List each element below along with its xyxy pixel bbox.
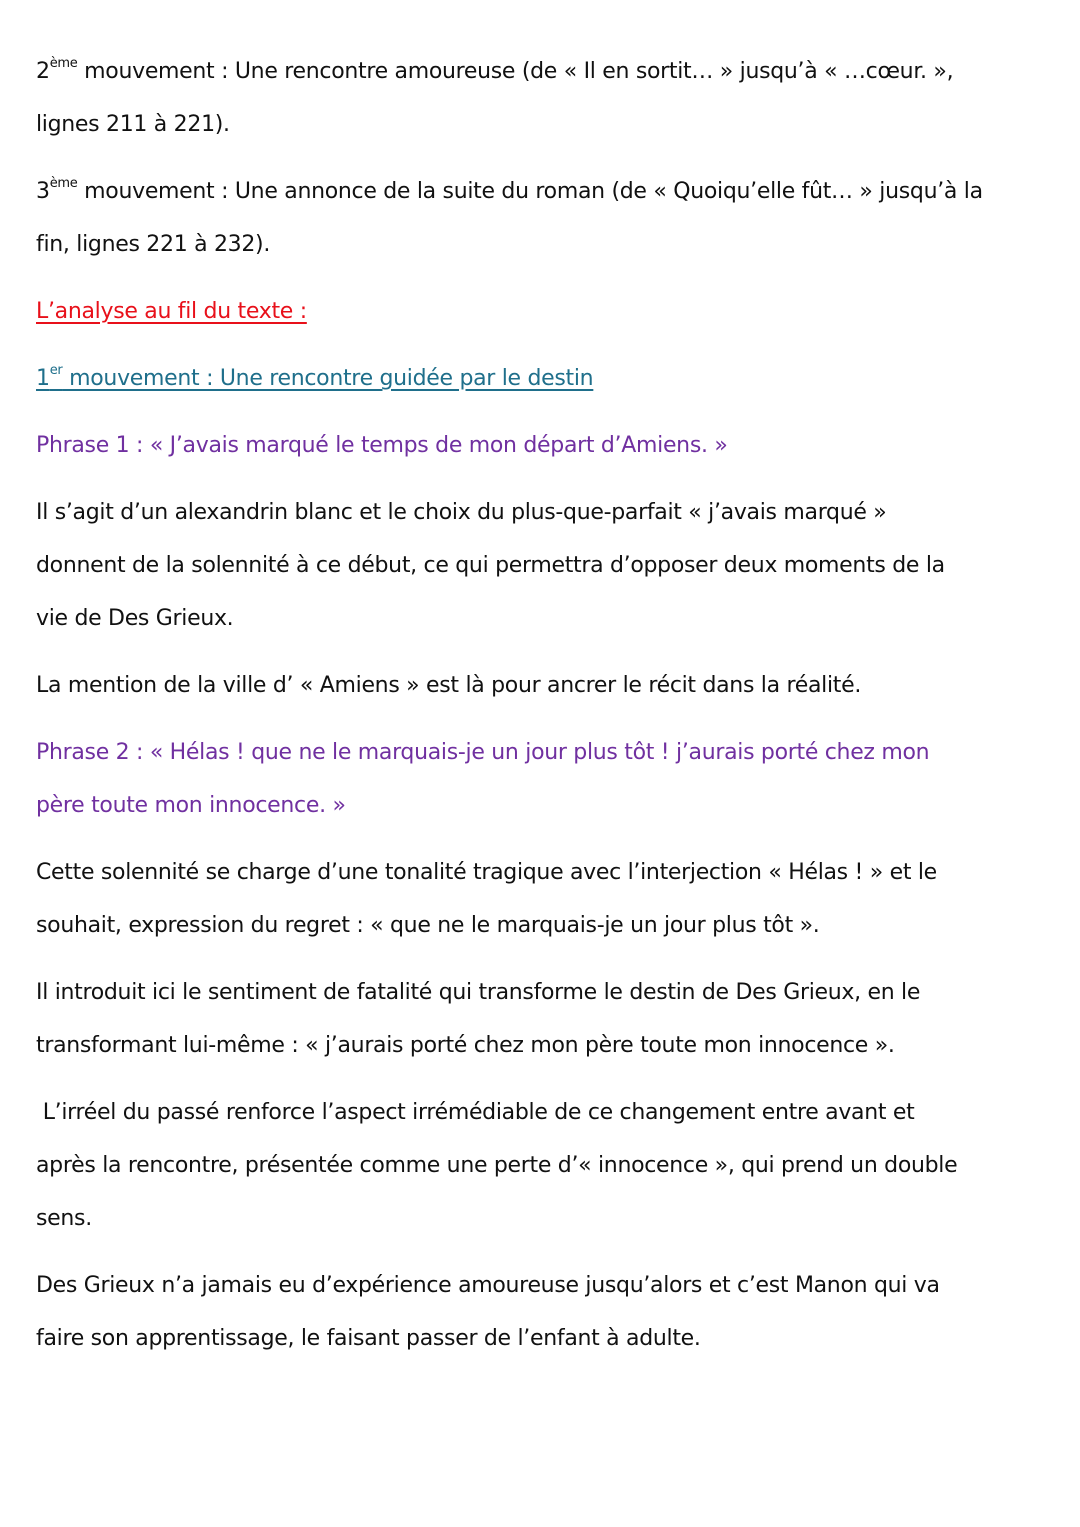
superscript: ème — [49, 175, 78, 191]
analysis-paragraphs — [36, 419, 1056, 1365]
text: mouvement : Une rencontre guidée par le destin — [62, 366, 594, 391]
superscript: er — [49, 362, 63, 378]
analysis-paragraph — [36, 486, 1056, 645]
text-line: père toute mon innocence. » — [36, 793, 346, 818]
analysis-paragraph — [36, 846, 1056, 952]
movement-2-summary — [36, 45, 1056, 151]
text-line: La mention de la ville d’ « Amiens » est là pour ancrer le récit dans la réalité. — [36, 673, 862, 698]
quote-sentence — [36, 726, 1056, 832]
movement-1-heading-text — [36, 362, 594, 391]
movement-3-summary — [36, 165, 1056, 271]
text: mouvement : Une rencontre amoureuse (de « Il en sortit… » jusqu’à « …cœur. », — [77, 59, 954, 84]
text-line: lignes 211 à 221). — [36, 112, 230, 137]
text-line — [36, 165, 1056, 218]
number: 2 — [36, 59, 50, 84]
analysis-paragraph — [36, 966, 1056, 1072]
text-line: Phrase 1 : « J’avais marqué le temps de mon départ d’Amiens. » — [36, 433, 728, 458]
text-line: souhait, expression du regret : « que ne le marquais-je un jour plus tôt ». — [36, 913, 820, 938]
quote-sentence — [36, 419, 1056, 472]
text-line: donnent de la solennité à ce début, ce qui permettra d’opposer deux moments de la — [36, 553, 945, 578]
superscript: ème — [49, 55, 78, 71]
text-line: Il introduit ici le sentiment de fatalité qui transforme le destin de Des Grieux, en le — [36, 980, 921, 1005]
text: mouvement : Une annonce de la suite du roman (de « Quoiqu’elle fût… » jusqu’à la — [77, 179, 983, 204]
number: 3 — [36, 179, 50, 204]
text-line: Il s’agit d’un alexandrin blanc et le choix du plus-que-parfait « j’avais marqué » — [36, 500, 887, 525]
analysis-paragraph — [36, 659, 1056, 712]
text-line: vie de Des Grieux. — [36, 606, 234, 631]
number: 1 — [36, 366, 50, 391]
text-line: L’irréel du passé renforce l’aspect irrémédiable de ce changement entre avant et — [36, 1100, 915, 1125]
analysis-heading-text: L’analyse au fil du texte : — [36, 299, 307, 324]
text-line: Phrase 2 : « Hélas ! que ne le marquais-je un jour plus tôt ! j’aurais porté chez mon — [36, 740, 930, 765]
movement-1-heading — [36, 352, 1056, 405]
text-line — [36, 45, 1056, 98]
text-line: fin, lignes 221 à 232). — [36, 232, 271, 257]
analysis-paragraph — [36, 1086, 1056, 1245]
analysis-paragraph — [36, 1259, 1056, 1365]
text-line: Cette solennité se charge d’une tonalité tragique avec l’interjection « Hélas ! » et le — [36, 860, 937, 885]
text-line: faire son apprentissage, le faisant passer de l’enfant à adulte. — [36, 1326, 701, 1351]
text-line: sens. — [36, 1206, 92, 1231]
analysis-heading — [36, 285, 1056, 338]
text-line: après la rencontre, présentée comme une perte d’« innocence », qui prend un double — [36, 1153, 958, 1178]
document-page — [36, 45, 1056, 1379]
text-line: Des Grieux n’a jamais eu d’expérience amoureuse jusqu’alors et c’est Manon qui va — [36, 1273, 940, 1298]
text-line: transformant lui-même : « j’aurais porté chez mon père toute mon innocence ». — [36, 1033, 895, 1058]
